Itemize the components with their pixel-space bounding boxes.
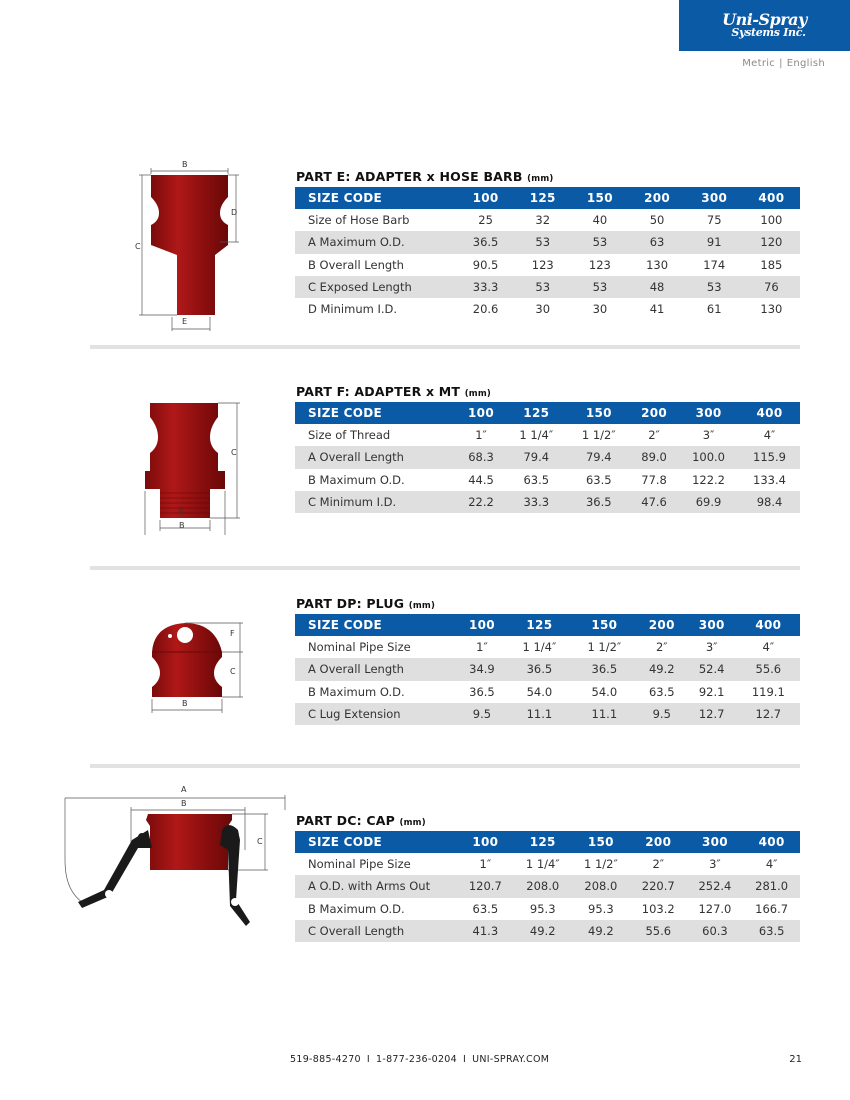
- row-label: A Overall Length: [295, 658, 457, 680]
- table-row: [295, 424, 800, 446]
- column-header: SIZE CODE: [295, 187, 457, 209]
- table-row: [295, 209, 800, 231]
- table-header-row: [295, 187, 800, 209]
- cell: 95.3: [588, 901, 614, 916]
- footer-separator: I: [463, 1054, 467, 1065]
- table-row: [295, 231, 800, 253]
- cell: 89.0: [630, 446, 678, 468]
- part-e-title: [296, 169, 553, 184]
- cell: 48: [628, 276, 685, 298]
- row-label: B Maximum O.D.: [308, 472, 405, 487]
- cell: 2″: [648, 428, 660, 443]
- row-label: B Maximum O.D.: [308, 684, 405, 699]
- dim-label-f: F: [230, 629, 235, 638]
- column-header: 100: [457, 831, 514, 853]
- table-row: [295, 920, 800, 942]
- cell: 40: [592, 213, 608, 228]
- column-header: 150: [571, 187, 628, 209]
- cell: 32: [535, 213, 551, 228]
- column-header: 150: [568, 402, 631, 424]
- cell: 12.7: [687, 703, 737, 725]
- cell: 120.7: [457, 875, 514, 897]
- cell: 47.6: [630, 491, 678, 513]
- section-divider: [90, 345, 800, 349]
- metric-link[interactable]: Metric: [742, 58, 776, 69]
- column-header: 400: [737, 614, 800, 636]
- cell: 11.1: [572, 703, 637, 725]
- part-e-spec-table: [295, 187, 800, 320]
- cell: 1 1/2″: [581, 428, 616, 443]
- row-label: C Minimum I.D.: [295, 491, 457, 513]
- column-header: 100: [457, 187, 514, 209]
- phone-tollfree: 1-877-236-0204: [376, 1054, 457, 1065]
- brand-subtitle: Systems Inc.: [731, 26, 806, 39]
- unit-label: (mm): [399, 818, 426, 828]
- cell: 220.7: [630, 875, 687, 897]
- page-number: 21: [789, 1054, 802, 1065]
- brand-name: Uni-Spray: [722, 10, 807, 29]
- cell: 123: [531, 257, 554, 272]
- cell: 49.2: [637, 658, 687, 680]
- cell: 1″: [476, 640, 488, 655]
- column-header: 125: [514, 187, 571, 209]
- cell: 60.3: [687, 920, 744, 942]
- row-label: Nominal Pipe Size: [308, 640, 411, 655]
- footer-contact: [290, 1054, 549, 1065]
- row-label: C Exposed Length: [295, 276, 457, 298]
- part-dc-spec-table: [295, 831, 800, 942]
- table-row: [295, 875, 800, 897]
- cell: 22.2: [457, 491, 505, 513]
- cell: 41: [649, 302, 665, 317]
- row-label: B Overall Length: [308, 257, 404, 272]
- cell: 63.5: [743, 920, 800, 942]
- dim-label-b: B: [182, 699, 188, 708]
- cell: 36.5: [469, 684, 495, 699]
- cell: 127.0: [698, 901, 732, 916]
- row-label: A Overall Length: [295, 446, 457, 468]
- dim-label-b: B: [179, 521, 185, 530]
- cell: 120: [743, 231, 800, 253]
- table-row: [295, 658, 800, 680]
- cell: 33.3: [457, 276, 514, 298]
- part-dp-title: [296, 596, 435, 611]
- column-header: 200: [630, 831, 687, 853]
- table-row: [295, 898, 800, 920]
- cell: 123: [588, 257, 611, 272]
- part-title-text: PART E: ADAPTER x HOSE BARB: [296, 169, 523, 184]
- dim-label-c: C: [230, 667, 236, 676]
- cell: 36.5: [457, 231, 514, 253]
- website-link[interactable]: UNI-SPRAY.COM: [472, 1054, 550, 1065]
- cell: 53: [571, 276, 628, 298]
- cell: 53: [514, 231, 571, 253]
- cell: 30: [535, 302, 551, 317]
- cell: 122.2: [692, 472, 725, 487]
- section-divider: [90, 566, 800, 570]
- column-header: SIZE CODE: [295, 402, 457, 424]
- cell: 63: [628, 231, 685, 253]
- unit-label: (mm): [464, 389, 492, 399]
- brand-logo: [679, 0, 850, 51]
- cell: 36.5: [568, 491, 631, 513]
- cell: 115.9: [739, 446, 800, 468]
- row-label: D Minimum I.D.: [308, 302, 398, 317]
- cell: 53: [571, 231, 628, 253]
- row-label: C Overall Length: [295, 920, 457, 942]
- cell: 53: [686, 276, 743, 298]
- cell: 49.2: [514, 920, 572, 942]
- cell: 174: [703, 257, 726, 272]
- table-row: [295, 469, 800, 491]
- cell: 76: [743, 276, 800, 298]
- dim-label-c: C: [257, 837, 263, 846]
- cell: 79.4: [568, 446, 631, 468]
- cell: 133.4: [753, 472, 786, 487]
- cell: 130: [760, 302, 783, 317]
- table-row: [295, 276, 800, 298]
- cell: 2″: [655, 640, 668, 655]
- cell: 77.8: [641, 472, 667, 487]
- cell: 63.5: [648, 684, 675, 699]
- column-header: 100: [457, 614, 507, 636]
- column-header: 300: [686, 187, 743, 209]
- column-header: 150: [572, 831, 630, 853]
- dim-label-e: E: [182, 317, 188, 326]
- cell: 12.7: [737, 703, 800, 725]
- cell: 79.4: [505, 446, 568, 468]
- row-label: C Lug Extension: [295, 703, 457, 725]
- cell: 44.5: [468, 472, 494, 487]
- cell: 1 1/2″: [587, 640, 622, 655]
- row-label: Size of Thread: [308, 428, 391, 443]
- unit-separator: |: [779, 58, 783, 69]
- cell: 1 1/4″: [519, 428, 554, 443]
- cell: 53: [514, 276, 571, 298]
- table-row: [295, 681, 800, 703]
- cell: 4″: [765, 857, 778, 872]
- table-row: [295, 491, 800, 513]
- cell: 68.3: [457, 446, 505, 468]
- dim-label-a: A: [181, 785, 187, 794]
- cell: 3″: [702, 428, 715, 443]
- table-row: [295, 853, 800, 875]
- cell: 11.1: [507, 703, 572, 725]
- cell: 95.3: [529, 901, 556, 916]
- dim-label-d: D: [231, 208, 238, 217]
- column-header: 150: [572, 614, 637, 636]
- cell: 36.5: [572, 658, 637, 680]
- column-header: SIZE CODE: [295, 831, 457, 853]
- phone-local: 519-885-4270: [290, 1054, 361, 1065]
- adapter-mt-diagram: [120, 395, 250, 535]
- row-label: Nominal Pipe Size: [308, 857, 411, 872]
- cell: 50: [649, 213, 665, 228]
- cell: 63.5: [472, 901, 499, 916]
- column-header: 300: [687, 614, 737, 636]
- cell: 103.2: [641, 901, 675, 916]
- cell: 119.1: [751, 684, 785, 699]
- cell: 25: [478, 213, 493, 228]
- cell: 54.0: [591, 684, 618, 699]
- cell: 54.0: [526, 684, 553, 699]
- dim-label-c: C: [135, 242, 141, 251]
- table-row: [295, 636, 800, 658]
- cell: 1 1/4″: [522, 640, 557, 655]
- table-header-row: [295, 831, 800, 853]
- row-label: A O.D. with Arms Out: [295, 875, 457, 897]
- unit-label: (mm): [527, 174, 554, 184]
- cell: 55.6: [737, 658, 800, 680]
- cell: 2″: [652, 857, 665, 872]
- cell: 3″: [705, 640, 718, 655]
- cell: 41.3: [457, 920, 514, 942]
- footer-separator: I: [366, 1054, 371, 1065]
- cell: 30: [592, 302, 608, 317]
- column-header: SIZE CODE: [295, 614, 457, 636]
- table-header-row: [295, 402, 800, 424]
- column-header: 300: [687, 831, 744, 853]
- column-header: 400: [743, 187, 800, 209]
- unit-switcher: [742, 58, 825, 69]
- cell: 69.9: [678, 491, 739, 513]
- cell: 63.5: [585, 472, 612, 487]
- cell: 36.5: [507, 658, 572, 680]
- table-row: [295, 254, 800, 276]
- table-row: [295, 703, 800, 725]
- cell: 91: [686, 231, 743, 253]
- column-header: 100: [457, 402, 505, 424]
- part-title-text: PART DC: CAP: [296, 813, 395, 828]
- cell: 20.6: [472, 302, 499, 317]
- cell: 98.4: [739, 491, 800, 513]
- column-header: 125: [507, 614, 572, 636]
- cell: 1″: [479, 857, 492, 872]
- cell: 61: [706, 302, 722, 317]
- cell: 208.0: [514, 875, 572, 897]
- cell: 252.4: [687, 875, 744, 897]
- section-divider: [90, 764, 800, 768]
- cell: 166.7: [755, 901, 789, 916]
- cell: 185: [760, 257, 783, 272]
- cell: 281.0: [743, 875, 800, 897]
- column-header: 300: [678, 402, 739, 424]
- part-f-spec-table: [295, 402, 800, 513]
- cell: 75: [706, 213, 722, 228]
- dim-label-e: E: [179, 506, 185, 515]
- part-dp-spec-table: [295, 614, 800, 725]
- column-header: 200: [630, 402, 678, 424]
- cell: 130: [646, 257, 669, 272]
- cell: 34.9: [457, 658, 507, 680]
- dim-label-b: B: [182, 160, 188, 169]
- cell: 9.5: [637, 703, 687, 725]
- cell: 63.5: [523, 472, 550, 487]
- cell: 208.0: [572, 875, 630, 897]
- part-f-title: [296, 384, 491, 399]
- cell: 33.3: [505, 491, 568, 513]
- part-dc-title: [296, 813, 426, 828]
- cell: 9.5: [457, 703, 507, 725]
- cell: 100: [760, 213, 783, 228]
- cell: 1 1/4″: [525, 857, 560, 872]
- cell: 52.4: [687, 658, 737, 680]
- cell: 55.6: [630, 920, 687, 942]
- cell: 49.2: [572, 920, 630, 942]
- table-header-row: [295, 614, 800, 636]
- cell: 92.1: [698, 684, 725, 699]
- cell: 1 1/2″: [583, 857, 618, 872]
- row-label: Size of Hose Barb: [308, 213, 410, 228]
- column-header: 200: [628, 187, 685, 209]
- column-header: 200: [637, 614, 687, 636]
- cell: 4″: [763, 428, 776, 443]
- cell: 100.0: [678, 446, 739, 468]
- cell: 90.5: [472, 257, 499, 272]
- table-row: [295, 446, 800, 468]
- part-title-text: PART DP: PLUG: [296, 596, 405, 611]
- unit-label: (mm): [408, 601, 436, 611]
- dim-label-c: C: [231, 448, 237, 457]
- table-row: [295, 298, 800, 320]
- column-header: 400: [739, 402, 800, 424]
- dim-label-b: B: [181, 799, 187, 808]
- english-link[interactable]: English: [786, 58, 825, 69]
- cap-diagram: [60, 790, 290, 930]
- column-header: 125: [505, 402, 568, 424]
- cell: 3″: [709, 857, 721, 872]
- part-title-text: PART F: ADAPTER x MT: [296, 384, 461, 399]
- cell: 1″: [475, 428, 487, 443]
- row-label: B Maximum O.D.: [308, 901, 405, 916]
- row-label: A Maximum O.D.: [295, 231, 457, 253]
- column-header: 125: [514, 831, 572, 853]
- column-header: 400: [743, 831, 800, 853]
- cell: 4″: [762, 640, 775, 655]
